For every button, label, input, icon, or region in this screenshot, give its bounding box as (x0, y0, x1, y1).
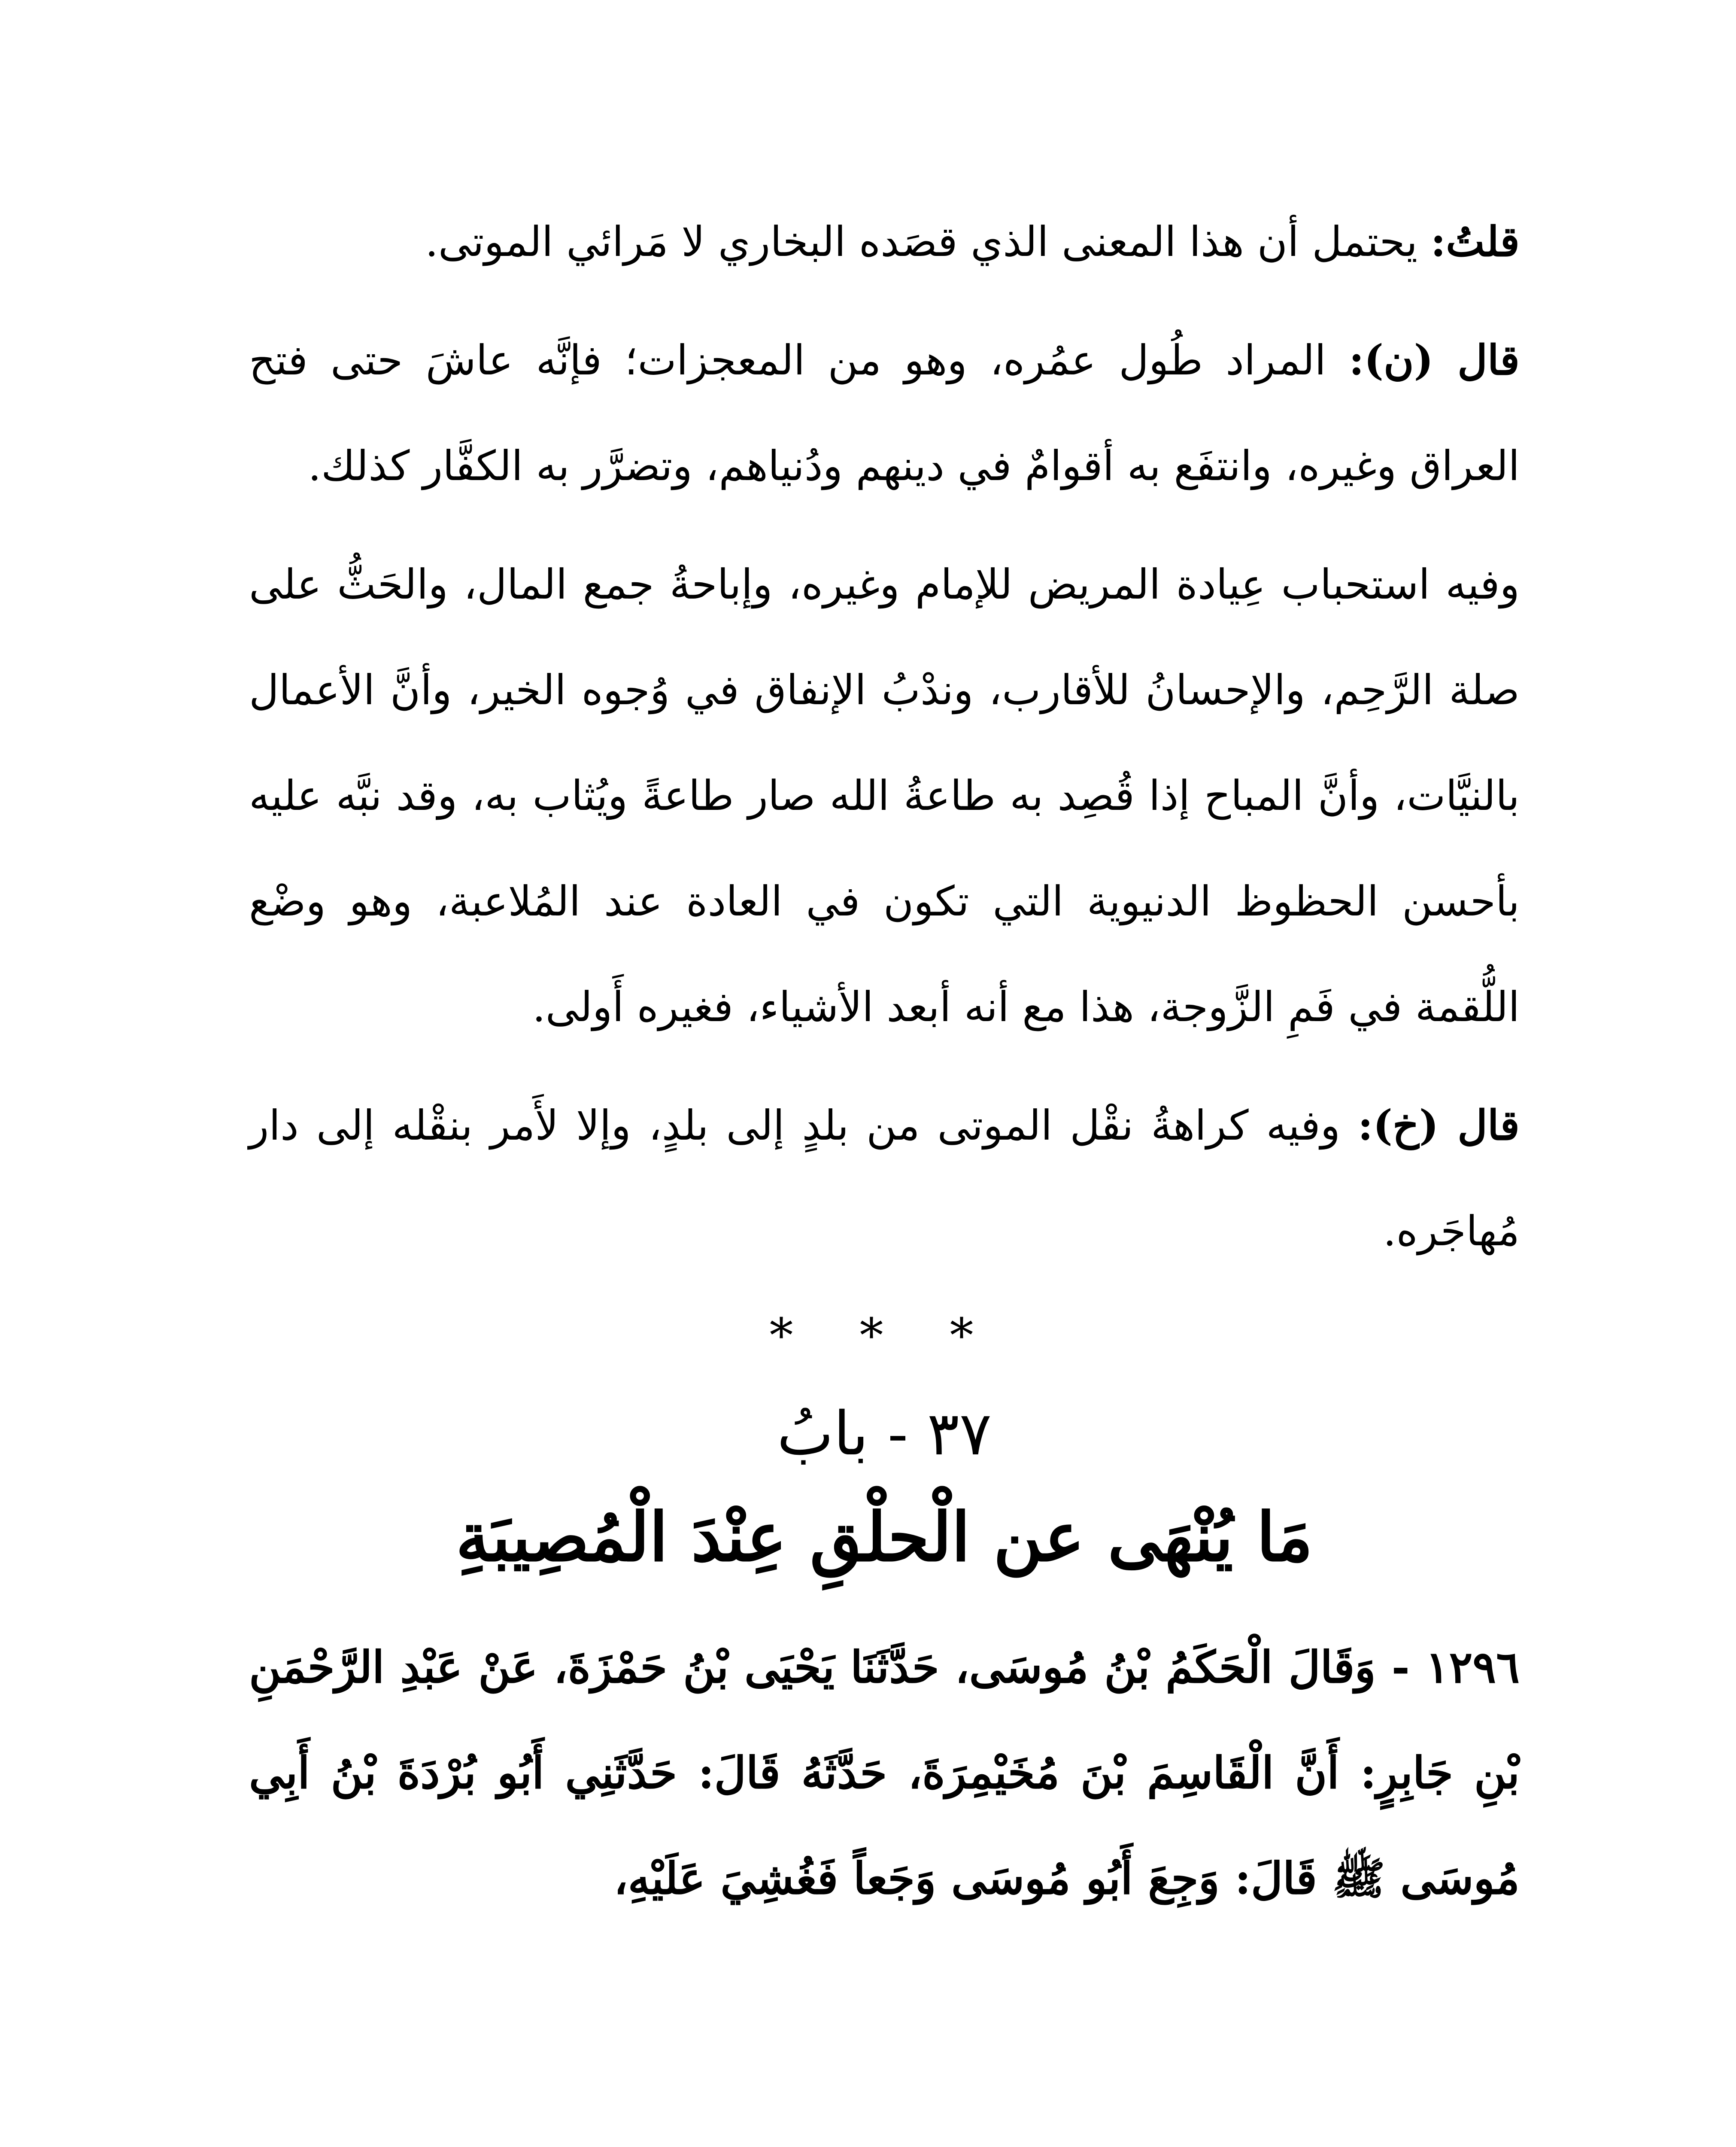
hadith-text: ١٢٩٦ - وَقَالَ الْحَكَمُ بْنُ مُوسَى، حَدَّثَنَا يَحْيَى بْنُ حَمْزَةَ، عَنْ عَبْدِ الرَّحْمَنِ بْنِ جَابِرٍ: أَنَّ الْقَاسِمَ بْنَ مُخَيْمِرَةَ، حَدَّثَهُ قَالَ: حَدَّثَنِي أَبُو بُرْدَةَ بْنُ أَبِي مُوسَى ﷺ قَالَ: وَجِعَ أَبُو مُوسَى وَجَعاً فَغُشِيَ عَلَيْهِ، (249, 1642, 1520, 1904)
chapter-title: مَا يُنْهَى عن الْحلْقِ عِنْدَ الْمُصِيبَةِ (455, 1498, 1313, 1576)
paragraph-lead: قال (ن): (1349, 336, 1520, 384)
paragraph-text: وفيه كراهةُ نقْل الموتى من بلدٍ إلى بلدٍ، وإلا لأَمر بنقْله إلى دار مُهاجَره. (249, 1101, 1520, 1255)
paragraph-text: وفيه استحباب عِيادة المريض للإمام وغيره، وإباحةُ جمع المال، والحَثُّ على صلة الرَّحِم، والإحسانُ للأقارب، وندْبُ الإنفاق في وُجوه الخير، وأنَّ الأعمال بالنيَّات، وأنَّ المباح إذا قُصِد به طاعةُ الله صار طاعةً ويُثاب به، وقد نبَّه عليه بأحسن الحظوظ الدنيوية التي تكون في العادة عند المُلاعبة، وهو وضْع اللُّقمة في فَمِ الزَّوجة، هذا مع أنه أبعد الأشياء، فغيره أَولى. (249, 560, 1520, 1031)
paragraph-qultu (249, 189, 1520, 295)
paragraph-text: يحتمل أن هذا المعنى الذي قصَده البخاري لا مَرائي الموتى. (425, 218, 1431, 266)
section-separator: * * * (769, 1308, 999, 1363)
paragraph-lead: قلتُ: (1430, 217, 1520, 266)
chapter-number: ٣٧ - بابُ (777, 1399, 992, 1469)
paragraph-qal-kha (249, 1073, 1520, 1284)
paragraph-lead: قال (خ): (1358, 1101, 1520, 1150)
paragraph-wa-fihi (249, 532, 1520, 1060)
paragraph-text: المراد طُول عمُره، وهو من المعجزات؛ فإنَّه عاشَ حتى فتح العراق وغيره، وانتفَع به أقوامٌ في دينهم ودُنياهم، وتضرَّر به الكفَّار كذلك. (249, 336, 1520, 490)
book-page (249, 189, 1520, 2147)
paragraph-qal-nun (249, 307, 1520, 519)
